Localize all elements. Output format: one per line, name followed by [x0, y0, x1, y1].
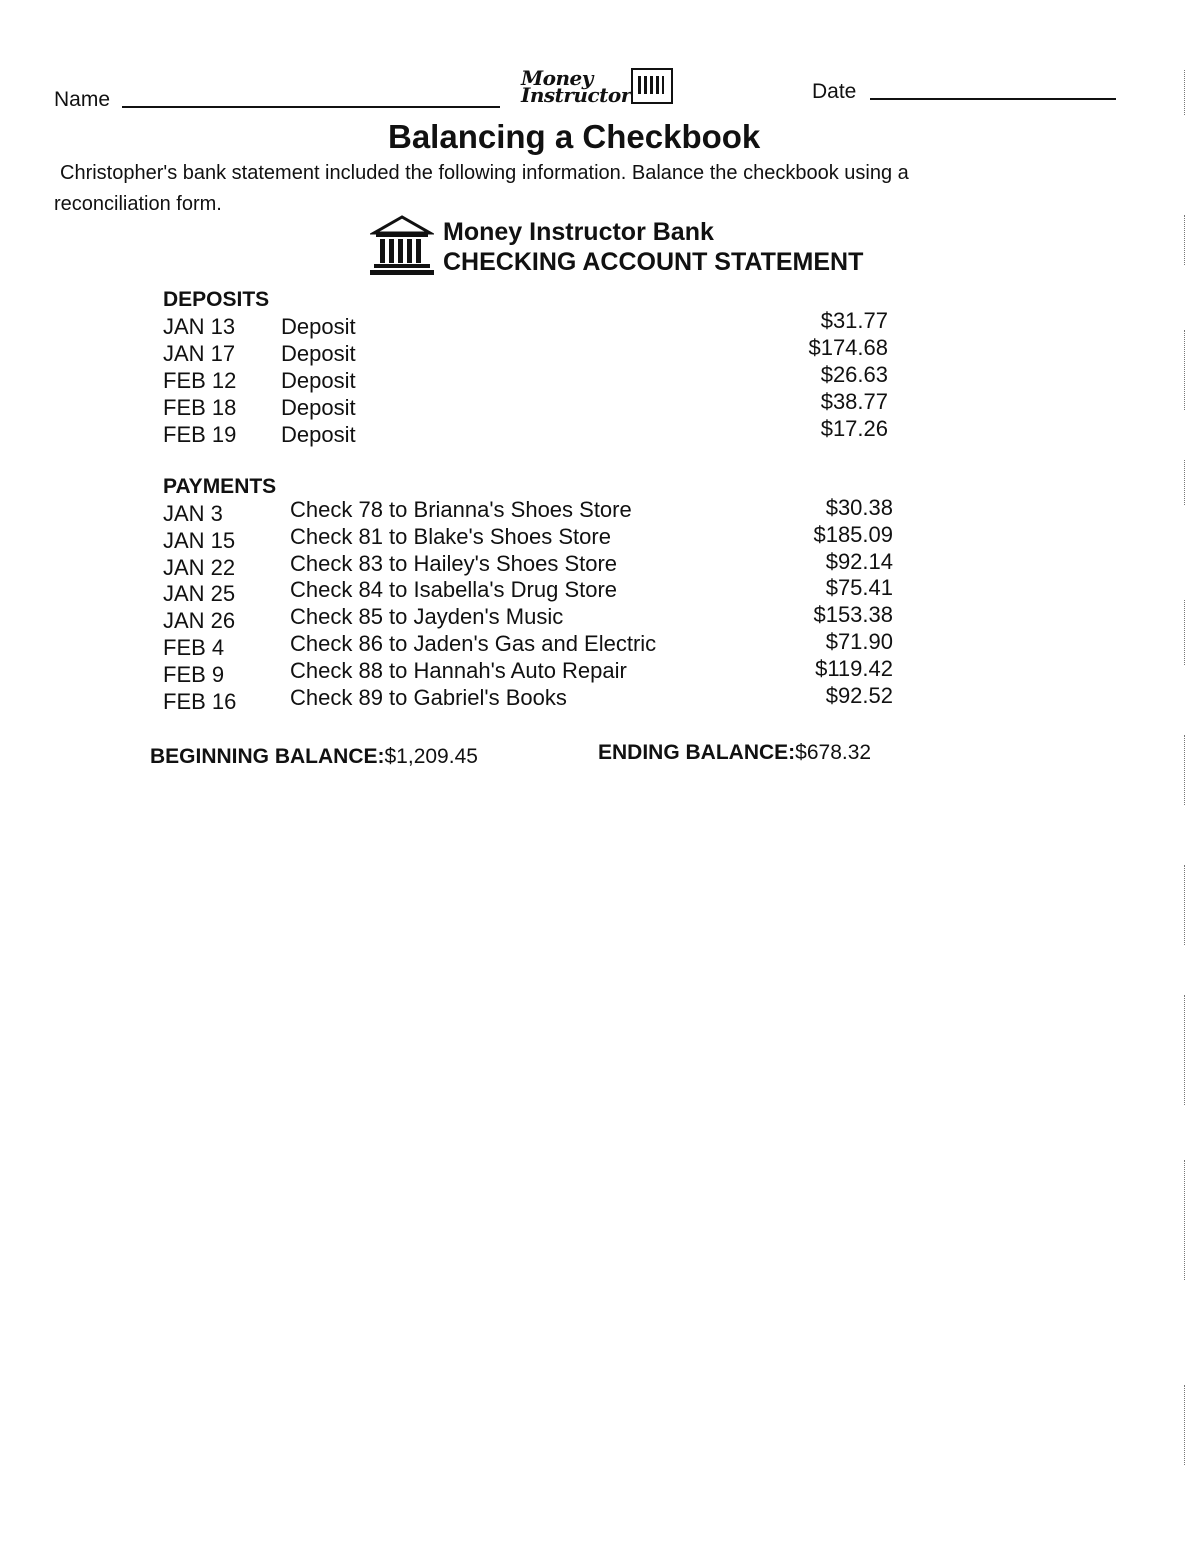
table-row: [163, 308, 888, 340]
beginning-balance-label: BEGINNING BALANCE:: [150, 745, 385, 768]
scan-edge-mark: [1184, 330, 1185, 410]
row-description: Deposit: [281, 368, 356, 393]
row-date: FEB 12: [163, 368, 237, 393]
row-description: Check 84 to Isabella's Drug Store: [290, 577, 618, 602]
bank-name: Money Instructor Bank: [443, 218, 714, 246]
logo-text-line2: Instructor: [521, 83, 631, 107]
intro-line-2: reconciliation form.: [54, 193, 222, 215]
table-row: [163, 416, 888, 448]
row-date: JAN 17: [163, 341, 236, 366]
row-date: JAN 3: [163, 501, 223, 526]
row-description: Check 89 to Gabriel's Books: [290, 685, 567, 710]
name-blank-line[interactable]: [122, 106, 500, 108]
bank-building-icon: [370, 215, 434, 277]
deposits-heading: DEPOSITS: [163, 288, 270, 311]
row-amount: $92.52: [825, 683, 893, 708]
date-label: Date: [812, 80, 857, 103]
row-description: Deposit: [281, 314, 356, 339]
row-description: Check 86 to Jaden's Gas and Electric: [290, 631, 657, 656]
scan-edge-mark: [1184, 995, 1185, 1105]
intro-line-1: Christopher's bank statement included the following information. Balance the checkbook using a: [60, 162, 909, 184]
row-description: Check 81 to Blake's Shoes Store: [290, 524, 611, 549]
row-date: FEB 4: [163, 635, 225, 660]
row-description: Check 83 to Hailey's Shoes Store: [290, 551, 618, 576]
ending-balance: [598, 741, 871, 765]
row-description: Check 88 to Hannah's Auto Repair: [290, 658, 627, 683]
row-amount: $75.41: [825, 575, 893, 600]
row-amount: $38.77: [820, 389, 888, 414]
row-date: FEB 9: [163, 662, 225, 687]
row-description: Deposit: [281, 341, 356, 366]
table-row: [163, 683, 893, 715]
row-description: Check 85 to Jayden's Music: [290, 604, 564, 629]
payments-heading: PAYMENTS: [163, 475, 277, 498]
table-row: [163, 389, 888, 421]
beginning-balance: [150, 745, 478, 769]
row-description: Deposit: [281, 395, 356, 420]
page-title: Balancing a Checkbook: [388, 118, 761, 155]
table-row: [163, 335, 888, 367]
row-date: JAN 15: [163, 528, 236, 553]
row-date: JAN 22: [163, 555, 236, 580]
date-blank-line[interactable]: [870, 98, 1116, 100]
row-date: FEB 19: [163, 422, 237, 447]
statement-title: CHECKING ACCOUNT STATEMENT: [443, 248, 864, 276]
scan-edge-mark: [1184, 1160, 1185, 1280]
row-date: JAN 25: [163, 581, 236, 606]
row-date: JAN 26: [163, 608, 236, 633]
row-amount: $185.09: [813, 522, 893, 547]
row-description: Check 78 to Brianna's Shoes Store: [290, 497, 632, 522]
beginning-balance-value: $1,209.45: [384, 745, 478, 768]
row-amount: $30.38: [825, 495, 893, 520]
ending-balance-label: ENDING BALANCE:: [598, 741, 796, 764]
scan-edge-mark: [1184, 460, 1185, 505]
row-amount: $174.68: [808, 335, 888, 360]
row-date: FEB 18: [163, 395, 237, 420]
scan-edge-mark: [1184, 215, 1185, 265]
row-date: FEB 16: [163, 689, 237, 714]
logo-text-line1: Money: [521, 66, 593, 90]
row-amount: $31.77: [820, 308, 888, 333]
row-amount: $119.42: [815, 656, 893, 681]
row-amount: $92.14: [825, 549, 893, 574]
ending-balance-value: $678.32: [795, 741, 872, 764]
row-amount: $71.90: [825, 629, 893, 654]
row-date: JAN 13: [163, 314, 236, 339]
scan-edge-mark: [1184, 865, 1185, 945]
logo-dollar-icon: [631, 68, 673, 104]
scan-edge-mark: [1184, 70, 1185, 115]
scan-edge-mark: [1184, 1385, 1185, 1465]
scan-edge-mark: [1184, 735, 1185, 805]
name-label: Name: [54, 88, 111, 111]
row-amount: $17.26: [820, 416, 888, 441]
row-description: Deposit: [281, 422, 356, 447]
row-amount: $153.38: [813, 602, 893, 627]
row-amount: $26.63: [820, 362, 888, 387]
money-instructor-logo: [521, 66, 631, 107]
scan-edge-mark: [1184, 600, 1185, 665]
table-row: [163, 362, 888, 394]
